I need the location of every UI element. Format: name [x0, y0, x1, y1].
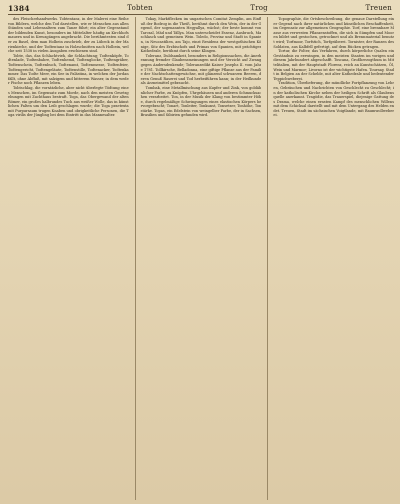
header-rule [8, 14, 392, 15]
column-left [8, 17, 129, 500]
paragraph: Tombak, eine Metallmischung aus Kupfer und Zink, von goldähnlicher Farbe, zu Knöpfen, Uhrgehäusen und anderen Schmucksachen verarbeitet. Ton, in der Musik der Klang von bestimmter Höhe, durch regelmäßige Schwingungen eines elastischen Körpers hervorgebracht; Tonart, Tonleiter, Tonkunst, Tonsetzer, Tonhöhe, Tonstärke. Topas, ein Edelstein von weingelber Farbe, der in Sachsen, Brasilien und Sibirien gefunden wird. [140, 85, 262, 118]
page-header [8, 2, 392, 14]
page-number: 1384 [8, 3, 30, 13]
column-middle [135, 17, 262, 500]
header-right-word: Treuen [365, 4, 392, 12]
header-left-word: Tobten [127, 4, 153, 12]
paragraph: Tortur, die Folter, das Verfahren, durch körperliche Qualen ein Geständnis zu erzwingen, in den meisten Staaten im vorigen und diesem Jahrhundert abgeschafft. Toscana, Großherzogthum in Mittelitalien, mit der Hauptstadt Florenz, reich an Kunstschätzen, Öl, Wein und Marmor; Livorno ist der wichtigste Hafen. Tournay, Stadt in Belgien an der Schelde, mit alter Kathedrale und bedeutender Teppichweberei. [273, 49, 395, 81]
column-right [267, 17, 394, 500]
paragraph: Tobtschlag, die vorsätzliche, aber nicht überlegte Tödtung eines Menschen, im Gegensatz zum Morde, nach den meisten Gesetzgebungen mit Zuchthaus bestraft. Toga, das Obergewand der alten Römer, ein großes halbrundes Tuch aus weißer Wolle, das in künstlichen Falten um den Leib geschlagen wurde; die Toga praetexta mit Purpursaum trugen Knaben und obrigkeitliche Personen, die Toga virilis der Jüngling bei dem Eintritt in das Mannesalter. [8, 85, 129, 118]
paragraph: des Fleischerhandwerks. Tobtentanz, in der Malerei eine Reihe von Bildern, welche den Tod darstellen, wie er Menschen aus allen Ständen und Lebensaltern zum Tanze führt; ein alter Gegenstand der bildenden Kunst, besonders im Mittelalter häufig an Kirchhofsmauern und in Kreuzgängen angebracht. Die berühmtesten sind der zu Basel, dem man Holbein zuschrieb, der zu Lübeck in der Marienkirche, und der Todtentanz in Holzschnitten nach Holbein, welche seit 1538 in vielen Ausgaben erschienen sind. [8, 17, 129, 54]
paragraph: Tradition, Überlieferung, die mündliche Fortpflanzung von Lehren, Gebräuchen und Nachrichten von Geschlecht zu Geschlecht; in der katholischen Kirche neben der heiligen Schrift als Glaubensquelle anerkannt. Tragödie, das Trauerspiel, diejenige Gattung des Drama, welche einen ernsten Kampf des menschlichen Willens mit dem Schicksal darstellt und mit dem Untergang des Helden endet. Treuen, Stadt im sächsischen Voigtlande, mit Baumwollweberei. [273, 81, 395, 118]
paragraph: Tokay, Marktflecken im ungarischen Comitat Zemplin, am Einfluß der Bodrog in die Theiß, berühmt durch den Wein, der in der Gegend, der sogenannten Hegyallya, wächst; der beste kommt von Tarczal, Mád und Tállya. Man unterscheidet Essenz, Ausbruch, Maschlasch und gemeinen Wein. Toledo, Provinz und Stadt in Spanien, in Neucastilien, am Tajo, einst Residenz der westgothischen Könige, Sitz des Erzbischofs und Primas von Spanien, mit prächtiger Kathedrale, berühmt durch seine Klingen. [140, 17, 262, 54]
paragraph: Tobte, das, das Schlachtvieh, die Schlachtung; Todtenköpfe, Todtenlade, Todtenbahre, Todtenhemd, Todtenglocke, Todtengräber, Todtenschein, Todtenbuch, Todtenamt, Todtenmesse, Todtenfeier, Todtengericht, Todtengeläute, Todtenstille, Todtenacker, Todtenkammer. Das Todte Meer, ein See in Palästina, in welchen der Jordan fällt, ohne Abfluß, mit salzigem und bitterem Wasser, in dem weder Fische noch Pflanzen leben. [8, 53, 129, 86]
header-center-word: Trog [250, 4, 268, 12]
text-columns [8, 17, 394, 500]
paragraph: Toleranz, Duldsamkeit, besonders in Religionssachen, die Anerkennung fremder Glaubensmeinungen und der Verzicht auf Zwang gegen Andersdenkende; Toleranzedikt Kaiser Josephs II. vom Jahre 1781. Tollkirsche, Belladonna, eine giftige Pflanze aus der Familie der Nachtschattengewächse, mit glänzend schwarzen Beeren, deren Genuß Raserei und Tod herbeiführen kann; in der Heilkunde als Arzneimittel gebraucht. [140, 53, 262, 86]
paragraph: Topographie, die Ortsbeschreibung, die genaue Darstellung einer Gegend nach ihrer natürlichen und künstlichen Beschaffenheit, im Gegensatz zur allgemeinen Geographie. Torf, eine brennbare Masse aus verwesten Pflanzenstoffen, die sich in Sümpfen und Mooren bildet und gestochen, getrocknet und als Brennmaterial benutzt wird; Torfmoor, Torfstich, Torfgräberei. Tornister, der Ranzen des Soldaten, aus Kalbfell gefertigt, auf dem Rücken getragen. [273, 17, 395, 49]
